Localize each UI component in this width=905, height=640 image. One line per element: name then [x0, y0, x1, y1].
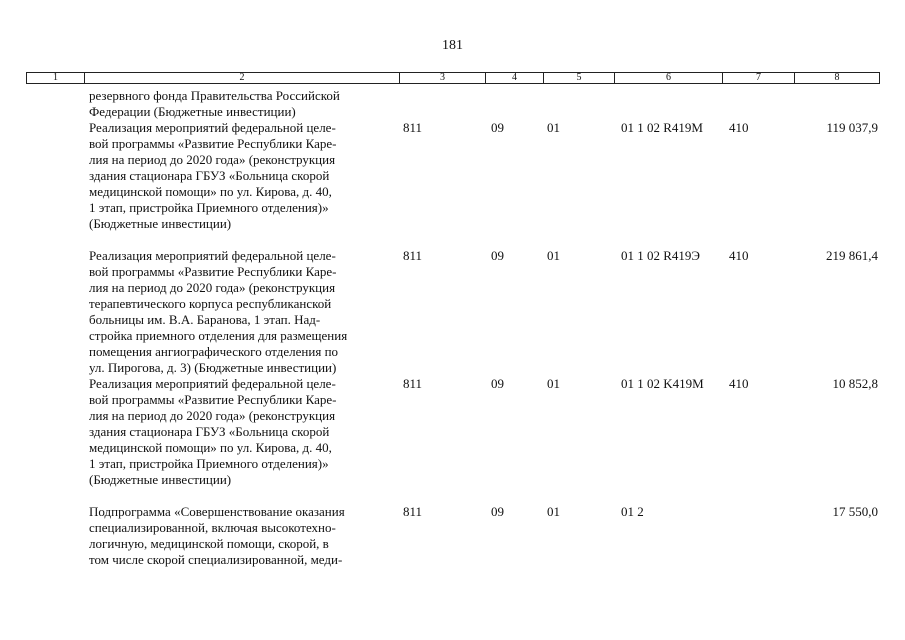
- description-line: вой программы «Развитие Республики Каре-: [89, 264, 337, 279]
- description-line: специализированной, включая высокотехно-: [89, 520, 336, 535]
- cell-subsection-code: 01: [547, 248, 560, 263]
- page-number: 181: [442, 38, 463, 53]
- cell-section-code: 09: [491, 248, 504, 263]
- description-line: больницы им. В.А. Баранова, 1 этап. Над-: [89, 312, 321, 327]
- description-line: терапевтического корпуса республиканской: [89, 296, 332, 311]
- header-col-1: 1: [27, 73, 85, 83]
- row-description: [89, 504, 394, 568]
- description-line: Подпрограмма «Совершенствование оказания: [89, 504, 345, 519]
- cell-gr-code: 811: [403, 504, 423, 519]
- description-line: медицинской помощи» по ул. Кирова, д. 40,: [89, 184, 332, 199]
- cell-expense-type-code: 410: [729, 120, 749, 135]
- description-line: лия на период до 2020 года» (реконструкция: [89, 280, 336, 295]
- description-line: том числе скорой специализированной, меди-: [89, 552, 343, 567]
- header-col-4: 4: [486, 73, 544, 83]
- description-line: (Бюджетные инвестиции): [89, 472, 232, 487]
- cell-amount: 10 852,8: [832, 376, 878, 391]
- cell-gr-code: 811: [403, 120, 423, 135]
- cell-expense-type-code: 410: [729, 376, 749, 391]
- cell-section-code: 09: [491, 120, 504, 135]
- cell-section-code: 09: [491, 376, 504, 391]
- description-line: резервного фонда Правительства Российской: [89, 88, 340, 103]
- description-line: 1 этап, пристройка Приемного отделения)»: [89, 200, 329, 215]
- description-line: вой программы «Развитие Республики Каре-: [89, 136, 337, 151]
- header-col-5: 5: [544, 73, 615, 83]
- description-line: ул. Пирогова, д. 3) (Бюджетные инвестиции): [89, 360, 337, 375]
- cell-expense-type-code: 410: [729, 248, 749, 263]
- row-description: [89, 248, 394, 376]
- description-line: Реализация мероприятий федеральной целе-: [89, 120, 336, 135]
- description-line: помещения ангиографического отделения по: [89, 344, 339, 359]
- header-col-3: 3: [400, 73, 486, 83]
- cell-amount: 119 037,9: [826, 120, 878, 135]
- row-description: [89, 88, 394, 120]
- description-line: Реализация мероприятий федеральной целе-: [89, 376, 336, 391]
- cell-section-code: 09: [491, 504, 504, 519]
- cell-subsection-code: 01: [547, 504, 560, 519]
- row-description: [89, 376, 394, 488]
- description-line: Федерации (Бюджетные инвестиции): [89, 104, 296, 119]
- description-line: лия на период до 2020 года» (реконструкция: [89, 408, 336, 423]
- cell-target-article-code: 01 1 02 R419Э: [621, 248, 701, 263]
- header-col-6: 6: [615, 73, 723, 83]
- header-col-7: 7: [723, 73, 795, 83]
- cell-gr-code: 811: [403, 376, 423, 391]
- description-line: лия на период до 2020 года» (реконструкция: [89, 152, 336, 167]
- cell-subsection-code: 01: [547, 120, 560, 135]
- header-col-8: 8: [834, 72, 840, 83]
- table-header: [26, 72, 880, 84]
- cell-target-article-code: 01 1 02 K419M: [621, 376, 704, 391]
- cell-target-article-code: 01 1 02 R419M: [621, 120, 703, 135]
- description-line: логичную, медицинской помощи, скорой, в: [89, 536, 329, 551]
- row-description: [89, 120, 394, 232]
- cell-target-article-code: 01 2: [621, 504, 644, 519]
- description-line: Реализация мероприятий федеральной целе-: [89, 248, 336, 263]
- description-line: 1 этап, пристройка Приемного отделения)»: [89, 456, 329, 471]
- cell-subsection-code: 01: [547, 376, 560, 391]
- cell-amount: 219 861,4: [826, 248, 878, 263]
- description-line: медицинской помощи» по ул. Кирова, д. 40,: [89, 440, 332, 455]
- description-line: здания стационара ГБУЗ «Больница скорой: [89, 424, 330, 439]
- cell-gr-code: 811: [403, 248, 423, 263]
- cell-amount: 17 550,0: [832, 504, 878, 519]
- description-line: вой программы «Развитие Республики Каре-: [89, 392, 337, 407]
- description-line: здания стационара ГБУЗ «Больница скорой: [89, 168, 330, 183]
- header-col-2: 2: [85, 73, 400, 83]
- description-line: стройка приемного отделения для размещения: [89, 328, 348, 343]
- description-line: (Бюджетные инвестиции): [89, 216, 232, 231]
